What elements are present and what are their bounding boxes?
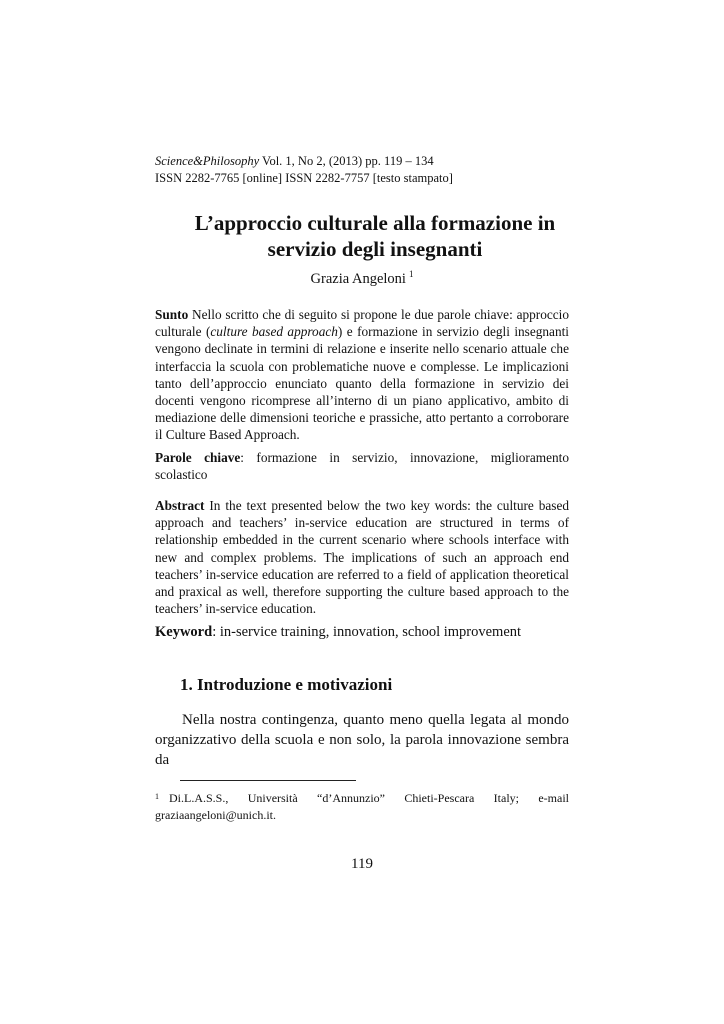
journal-citation	[155, 153, 453, 170]
journal-name: Science&Philosophy	[155, 154, 260, 168]
title-line-1: L’approccio culturale alla formazione in	[194, 211, 556, 235]
keyword-line	[155, 623, 569, 642]
journal-issn: ISSN 2282-7765 [online] ISSN 2282-7757 [testo stampato]	[155, 171, 453, 185]
author-footnote-mark: 1	[408, 269, 414, 279]
parole-chiave-paragraph	[155, 449, 569, 483]
abstract-text: In the text presented below the two key words: the culture based approach and teachers’ in-service education are structured in terms of relationship embedded in the current scenario where schools interface with new and complex problems. The implications of such an approach end teachers’ in-service education are referred to a field of application theoretical and praxical as well, therefore supporting the culture based approach to the teachers’ in-service education.	[155, 498, 569, 617]
parole-chiave-text: : formazione in servizio, innovazione, miglioramento scolastico	[155, 450, 569, 483]
sunto-text-1: Nello scritto che di seguito si propone le due parole chiave: approccio culturale (	[155, 307, 569, 340]
section-heading: 1. Introduzione e motivazioni	[180, 675, 393, 694]
keyword-text: : in-service training, innovation, school improvement	[212, 624, 522, 640]
sunto-text-italic: culture based approach	[210, 324, 338, 340]
sunto-text-2: ) e formazione in servizio degli insegnanti vengono declinate in termini di relazione e inserite nello scenario attuale che interfaccia la scuola con problematiche nuove e complesse. Le implicazioni tanto dell’approccio enunciato quanto della formazione in servizio dei docenti vengono ricomprese all’interno di un piano applicativo, ambito di mediazione delle dimensioni teoriche e prassiche, atto pertanto a corroborare il Culture Based Approach.	[155, 324, 569, 443]
journal-header	[155, 153, 453, 187]
title-line-2: servizio degli insegnanti	[267, 237, 483, 261]
sunto-label: Sunto	[155, 307, 189, 322]
footnote-separator	[180, 780, 356, 781]
footnote-line-2: graziaangeloni@unich.it.	[155, 808, 277, 822]
intro-paragraph-text: Nella nostra contingenza, quanto meno quella legata al mondo organizzativo della scuola e non solo, la parola innovazione sembra da	[155, 712, 569, 768]
parole-chiave-label: Parole chiave	[155, 450, 241, 465]
intro-paragraph	[155, 710, 569, 770]
footnote-line-1-wrap	[155, 788, 569, 807]
author-name: Grazia Angeloni	[310, 271, 406, 287]
article-title	[150, 210, 600, 262]
journal-volume: Vol. 1, No 2, (2013) pp. 119 – 134	[259, 154, 434, 168]
abstract-paragraph	[155, 497, 569, 617]
footnote-line-1: Di.L.A.S.S., Università “d’Annunzio” Chieti-Pescara Italy; e-mail	[169, 791, 569, 805]
keyword-label: Keyword	[155, 624, 213, 640]
abstract-label: Abstract	[155, 498, 205, 513]
sunto-paragraph	[155, 306, 569, 444]
page-number: 119	[351, 856, 373, 872]
author-line	[0, 269, 724, 288]
footnote-mark: 1	[155, 792, 159, 801]
footnote	[155, 788, 569, 824]
